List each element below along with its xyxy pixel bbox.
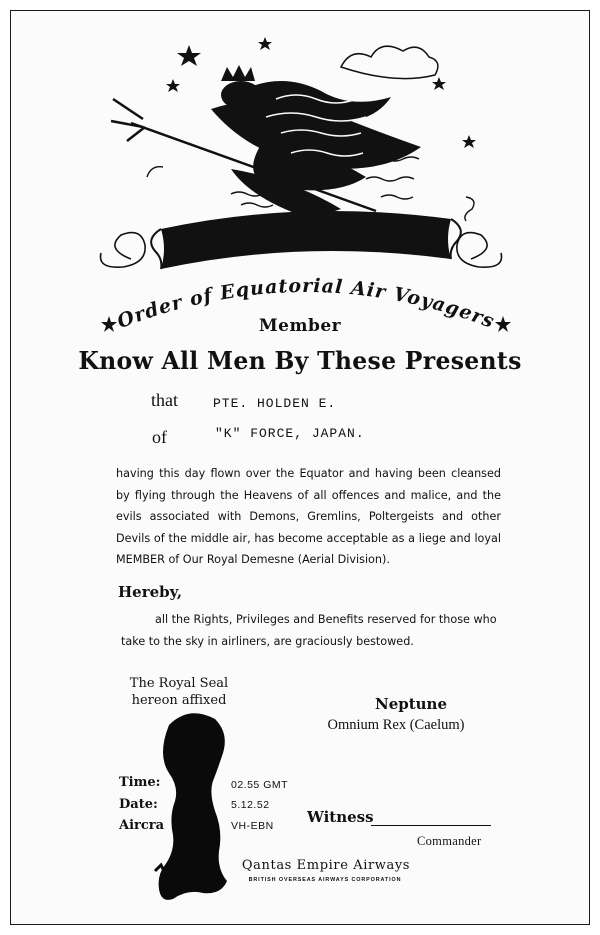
signatory-title: Omnium Rex (Caelum) xyxy=(327,717,465,733)
grant-text: all the Rights, Privileges and Benefits reserved for those who take to the sky in airliners, are graciously bestowed. xyxy=(121,613,497,648)
royal-seal-icon xyxy=(151,711,231,906)
witness-signature-line xyxy=(371,825,491,826)
date-value: 5.12.52 xyxy=(231,799,270,811)
order-title: Order of Equatorial Air Voyagers xyxy=(114,274,498,333)
airline-name: Qantas Empire Airways xyxy=(241,858,411,873)
headline: Know All Men By These Presents xyxy=(78,346,522,375)
seal-caption xyxy=(119,675,239,709)
aircraft-label: Aircra xyxy=(119,818,165,833)
seal-caption-line2: hereon affixed xyxy=(131,693,227,708)
of-label: of xyxy=(152,427,167,447)
member-label: Member xyxy=(258,316,342,336)
certificate-body: having this day flown over the Equator and having been cleansed by flying through the Heavens of all offences and malice, and the evils associated with Demons, Gremlins, Poltergeists and other Devils of the middle air, has become acceptable as a liege and loyal MEMBER of Our Royal Demesne (Aerial Division). xyxy=(116,467,501,566)
that-label: that xyxy=(151,390,178,410)
aircraft-value: VH-EBN xyxy=(231,820,274,832)
date-label: Date: xyxy=(119,797,158,812)
hereby-label: Hereby, xyxy=(118,583,183,601)
time-label: Time: xyxy=(119,775,161,790)
airline-subtitle: BRITISH OVERSEAS AIRWAYS CORPORATION xyxy=(248,877,402,883)
that-value: PTE. HOLDEN E. xyxy=(213,396,337,411)
witness-label: Witness xyxy=(307,808,374,826)
commander-label: Commander xyxy=(417,834,482,848)
seal-caption-line1: The Royal Seal xyxy=(129,676,229,691)
of-value: "K" FORCE, JAPAN. xyxy=(215,426,365,441)
time-value: 02.55 GMT xyxy=(231,779,289,791)
certificate-page xyxy=(10,10,590,925)
signatory-name: Neptune xyxy=(374,695,448,713)
